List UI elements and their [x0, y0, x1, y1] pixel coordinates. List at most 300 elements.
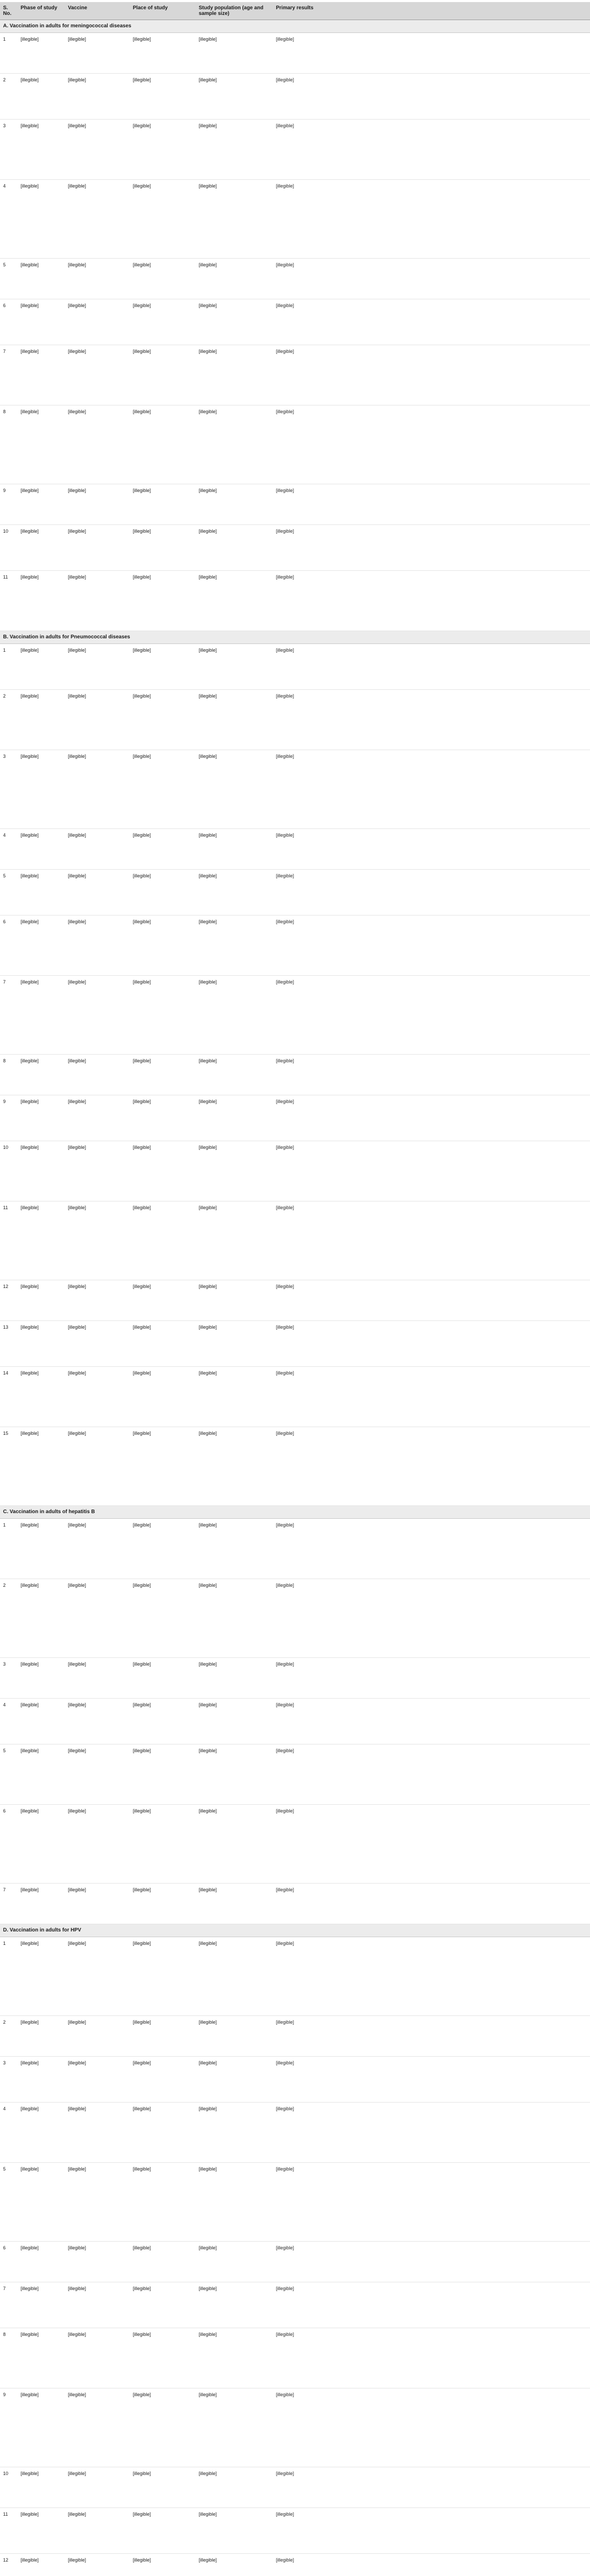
cell-population: [illegible] — [196, 870, 273, 916]
cell-place: [illegible] — [130, 405, 196, 484]
section-title: B. Vaccination in adults for Pneumococcal diseases — [0, 631, 590, 644]
cell-vaccine: [illegible] — [65, 2554, 130, 2576]
cell-no: 10 — [0, 525, 18, 571]
cell-vaccine: [illegible] — [65, 2467, 130, 2508]
cell-phase: [illegible] — [18, 1579, 65, 1658]
cell-results: [illegible] — [273, 571, 590, 631]
cell-place: [illegible] — [130, 1280, 196, 1321]
table-row — [0, 74, 590, 120]
cell-phase: [illegible] — [18, 345, 65, 405]
cell-no: 5 — [0, 870, 18, 916]
cell-results: [illegible] — [273, 1201, 590, 1280]
cell-results: [illegible] — [273, 345, 590, 405]
cell-population: [illegible] — [196, 299, 273, 345]
cell-no: 9 — [0, 2388, 18, 2467]
table-row — [0, 829, 590, 870]
cell-vaccine: [illegible] — [65, 690, 130, 750]
cell-phase: [illegible] — [18, 829, 65, 870]
cell-population: [illegible] — [196, 2508, 273, 2554]
cell-population: [illegible] — [196, 405, 273, 484]
cell-vaccine: [illegible] — [65, 2508, 130, 2554]
cell-population: [illegible] — [196, 33, 273, 74]
cell-population: [illegible] — [196, 345, 273, 405]
cell-population: [illegible] — [196, 2163, 273, 2242]
table-row — [0, 2508, 590, 2554]
table-row — [0, 2163, 590, 2242]
cell-no: 2 — [0, 2016, 18, 2057]
cell-results: [illegible] — [273, 33, 590, 74]
cell-phase: [illegible] — [18, 1280, 65, 1321]
cell-place: [illegible] — [130, 690, 196, 750]
cell-phase: [illegible] — [18, 1367, 65, 1427]
cell-phase: [illegible] — [18, 525, 65, 571]
cell-population: [illegible] — [196, 2467, 273, 2508]
table-row — [0, 976, 590, 1055]
cell-results: [illegible] — [273, 1141, 590, 1201]
table-row — [0, 2467, 590, 2508]
cell-place: [illegible] — [130, 571, 196, 631]
cell-place: [illegible] — [130, 1805, 196, 1884]
table-row — [0, 259, 590, 299]
cell-population: [illegible] — [196, 750, 273, 829]
cell-no: 11 — [0, 1201, 18, 1280]
cell-population: [illegible] — [196, 1579, 273, 1658]
cell-results: [illegible] — [273, 750, 590, 829]
section-row — [0, 1924, 590, 1937]
cell-results: [illegible] — [273, 2057, 590, 2103]
table-row — [0, 2242, 590, 2282]
table-row — [0, 1055, 590, 1095]
cell-no: 12 — [0, 1280, 18, 1321]
cell-results: [illegible] — [273, 829, 590, 870]
section-title: C. Vaccination in adults of hepatitis B — [0, 1506, 590, 1519]
cell-no: 1 — [0, 1937, 18, 2016]
table-row — [0, 525, 590, 571]
cell-population: [illegible] — [196, 2282, 273, 2328]
table-body — [0, 20, 590, 2576]
cell-population: [illegible] — [196, 1141, 273, 1201]
cell-population: [illegible] — [196, 1744, 273, 1805]
cell-no: 8 — [0, 405, 18, 484]
cell-vaccine: [illegible] — [65, 120, 130, 180]
cell-vaccine: [illegible] — [65, 1579, 130, 1658]
cell-no: 3 — [0, 750, 18, 829]
cell-no: 5 — [0, 1744, 18, 1805]
cell-phase: [illegible] — [18, 976, 65, 1055]
cell-results: [illegible] — [273, 1699, 590, 1744]
cell-phase: [illegible] — [18, 1937, 65, 2016]
cell-phase: [illegible] — [18, 1744, 65, 1805]
table-header — [0, 2, 590, 20]
table-row — [0, 2103, 590, 2163]
cell-vaccine: [illegible] — [65, 870, 130, 916]
cell-place: [illegible] — [130, 2242, 196, 2282]
table-row — [0, 1699, 590, 1744]
cell-place: [illegible] — [130, 2282, 196, 2328]
cell-vaccine: [illegible] — [65, 2242, 130, 2282]
cell-no: 5 — [0, 2163, 18, 2242]
cell-vaccine: [illegible] — [65, 405, 130, 484]
cell-vaccine: [illegible] — [65, 1141, 130, 1201]
cell-phase: [illegible] — [18, 120, 65, 180]
cell-vaccine: [illegible] — [65, 1201, 130, 1280]
table-row — [0, 1201, 590, 1280]
cell-phase: [illegible] — [18, 180, 65, 259]
cell-place: [illegible] — [130, 1744, 196, 1805]
cell-population: [illegible] — [196, 976, 273, 1055]
cell-phase: [illegible] — [18, 1805, 65, 1884]
cell-results: [illegible] — [273, 690, 590, 750]
cell-population: [illegible] — [196, 74, 273, 120]
cell-vaccine: [illegible] — [65, 1805, 130, 1884]
cell-place: [illegible] — [130, 2554, 196, 2576]
cell-place: [illegible] — [130, 1055, 196, 1095]
cell-place: [illegible] — [130, 1699, 196, 1744]
cell-phase: [illegible] — [18, 74, 65, 120]
cell-no: 8 — [0, 1055, 18, 1095]
cell-no: 12 — [0, 2554, 18, 2576]
cell-vaccine: [illegible] — [65, 1427, 130, 1506]
cell-phase: [illegible] — [18, 2467, 65, 2508]
cell-phase: [illegible] — [18, 2328, 65, 2388]
col-header-place: Place of study — [130, 2, 196, 20]
cell-phase: [illegible] — [18, 484, 65, 525]
cell-no: 9 — [0, 484, 18, 525]
cell-phase: [illegible] — [18, 2388, 65, 2467]
cell-place: [illegible] — [130, 1519, 196, 1579]
cell-population: [illegible] — [196, 484, 273, 525]
cell-population: [illegible] — [196, 1658, 273, 1699]
cell-place: [illegible] — [130, 1427, 196, 1506]
cell-phase: [illegible] — [18, 1321, 65, 1367]
cell-place: [illegible] — [130, 2103, 196, 2163]
cell-phase: [illegible] — [18, 870, 65, 916]
cell-population: [illegible] — [196, 644, 273, 690]
cell-phase: [illegible] — [18, 1201, 65, 1280]
cell-vaccine: [illegible] — [65, 1519, 130, 1579]
cell-results: [illegible] — [273, 299, 590, 345]
cell-place: [illegible] — [130, 2388, 196, 2467]
cell-results: [illegible] — [273, 2242, 590, 2282]
results-table — [0, 2, 590, 2576]
cell-no: 9 — [0, 1095, 18, 1141]
cell-vaccine: [illegible] — [65, 1367, 130, 1427]
cell-population: [illegible] — [196, 1427, 273, 1506]
cell-results: [illegible] — [273, 120, 590, 180]
cell-population: [illegible] — [196, 1367, 273, 1427]
cell-vaccine: [illegible] — [65, 180, 130, 259]
cell-population: [illegible] — [196, 2388, 273, 2467]
cell-place: [illegible] — [130, 1141, 196, 1201]
cell-results: [illegible] — [273, 525, 590, 571]
table-row — [0, 299, 590, 345]
table-row — [0, 571, 590, 631]
table-row — [0, 1744, 590, 1805]
cell-phase: [illegible] — [18, 2282, 65, 2328]
cell-vaccine: [illegible] — [65, 1937, 130, 2016]
cell-results: [illegible] — [273, 2328, 590, 2388]
table-row — [0, 1321, 590, 1367]
cell-results: [illegible] — [273, 1658, 590, 1699]
cell-vaccine: [illegible] — [65, 345, 130, 405]
cell-vaccine: [illegible] — [65, 299, 130, 345]
cell-phase: [illegible] — [18, 571, 65, 631]
cell-place: [illegible] — [130, 1201, 196, 1280]
table-row — [0, 870, 590, 916]
cell-phase: [illegible] — [18, 644, 65, 690]
cell-vaccine: [illegible] — [65, 1744, 130, 1805]
cell-vaccine: [illegible] — [65, 259, 130, 299]
cell-place: [illegible] — [130, 1095, 196, 1141]
cell-phase: [illegible] — [18, 1141, 65, 1201]
table-row — [0, 345, 590, 405]
table-row — [0, 2328, 590, 2388]
cell-population: [illegible] — [196, 829, 273, 870]
cell-results: [illegible] — [273, 2554, 590, 2576]
table-row — [0, 2388, 590, 2467]
cell-place: [illegible] — [130, 299, 196, 345]
cell-no: 7 — [0, 1884, 18, 1924]
cell-vaccine: [illegible] — [65, 484, 130, 525]
table-row — [0, 484, 590, 525]
cell-population: [illegible] — [196, 690, 273, 750]
cell-place: [illegible] — [130, 2016, 196, 2057]
cell-no: 6 — [0, 916, 18, 976]
cell-phase: [illegible] — [18, 2554, 65, 2576]
cell-place: [illegible] — [130, 1367, 196, 1427]
cell-no: 6 — [0, 2242, 18, 2282]
cell-place: [illegible] — [130, 2057, 196, 2103]
table-row — [0, 1658, 590, 1699]
cell-phase: [illegible] — [18, 299, 65, 345]
cell-results: [illegible] — [273, 484, 590, 525]
cell-vaccine: [illegible] — [65, 750, 130, 829]
cell-vaccine: [illegible] — [65, 1055, 130, 1095]
cell-population: [illegible] — [196, 1095, 273, 1141]
cell-no: 4 — [0, 1699, 18, 1744]
table-row — [0, 33, 590, 74]
cell-place: [illegible] — [130, 916, 196, 976]
cell-phase: [illegible] — [18, 1658, 65, 1699]
cell-phase: [illegible] — [18, 2016, 65, 2057]
cell-population: [illegible] — [196, 1884, 273, 1924]
col-header-no: S. No. — [0, 2, 18, 20]
cell-place: [illegible] — [130, 74, 196, 120]
cell-population: [illegible] — [196, 2242, 273, 2282]
cell-vaccine: [illegible] — [65, 976, 130, 1055]
cell-population: [illegible] — [196, 1280, 273, 1321]
cell-phase: [illegible] — [18, 1519, 65, 1579]
cell-place: [illegible] — [130, 259, 196, 299]
cell-no: 4 — [0, 2103, 18, 2163]
cell-place: [illegible] — [130, 2508, 196, 2554]
cell-place: [illegible] — [130, 1658, 196, 1699]
table-row — [0, 1805, 590, 1884]
cell-results: [illegible] — [273, 1427, 590, 1506]
table-row — [0, 1937, 590, 2016]
cell-no: 7 — [0, 976, 18, 1055]
cell-results: [illegible] — [273, 1579, 590, 1658]
cell-no: 6 — [0, 299, 18, 345]
cell-phase: [illegible] — [18, 259, 65, 299]
cell-results: [illegible] — [273, 1367, 590, 1427]
table-row — [0, 690, 590, 750]
col-header-phase: Phase of study — [18, 2, 65, 20]
col-header-population: Study population (age and sample size) — [196, 2, 273, 20]
cell-vaccine: [illegible] — [65, 1658, 130, 1699]
cell-results: [illegible] — [273, 259, 590, 299]
cell-place: [illegible] — [130, 484, 196, 525]
cell-population: [illegible] — [196, 1321, 273, 1367]
cell-results: [illegible] — [273, 1884, 590, 1924]
cell-results: [illegible] — [273, 2467, 590, 2508]
cell-population: [illegible] — [196, 2016, 273, 2057]
cell-vaccine: [illegible] — [65, 33, 130, 74]
cell-population: [illegible] — [196, 1699, 273, 1744]
cell-no: 2 — [0, 1579, 18, 1658]
cell-vaccine: [illegible] — [65, 2163, 130, 2242]
cell-phase: [illegible] — [18, 1055, 65, 1095]
cell-no: 7 — [0, 345, 18, 405]
section-row — [0, 1506, 590, 1519]
table-row — [0, 2282, 590, 2328]
cell-vaccine: [illegible] — [65, 525, 130, 571]
cell-no: 14 — [0, 1367, 18, 1427]
section-title: D. Vaccination in adults for HPV — [0, 1924, 590, 1937]
cell-place: [illegible] — [130, 644, 196, 690]
cell-no: 1 — [0, 1519, 18, 1579]
cell-place: [illegible] — [130, 1937, 196, 2016]
cell-vaccine: [illegible] — [65, 916, 130, 976]
cell-vaccine: [illegible] — [65, 2388, 130, 2467]
table-row — [0, 644, 590, 690]
cell-place: [illegible] — [130, 2163, 196, 2242]
table-row — [0, 2057, 590, 2103]
cell-vaccine: [illegible] — [65, 2328, 130, 2388]
section-title: A. Vaccination in adults for meningococcal diseases — [0, 20, 590, 33]
cell-no: 3 — [0, 2057, 18, 2103]
cell-population: [illegible] — [196, 571, 273, 631]
cell-vaccine: [illegible] — [65, 2282, 130, 2328]
cell-no: 4 — [0, 180, 18, 259]
cell-place: [illegible] — [130, 1321, 196, 1367]
table-row — [0, 120, 590, 180]
cell-no: 11 — [0, 571, 18, 631]
cell-phase: [illegible] — [18, 2508, 65, 2554]
cell-place: [illegible] — [130, 1579, 196, 1658]
table-row — [0, 1884, 590, 1924]
cell-no: 10 — [0, 2467, 18, 2508]
cell-results: [illegible] — [273, 644, 590, 690]
cell-population: [illegible] — [196, 525, 273, 571]
cell-population: [illegible] — [196, 916, 273, 976]
cell-results: [illegible] — [273, 2103, 590, 2163]
cell-results: [illegible] — [273, 405, 590, 484]
cell-phase: [illegible] — [18, 1884, 65, 1924]
cell-place: [illegible] — [130, 2328, 196, 2388]
table-row — [0, 1280, 590, 1321]
cell-population: [illegible] — [196, 180, 273, 259]
cell-phase: [illegible] — [18, 33, 65, 74]
section-row — [0, 631, 590, 644]
cell-vaccine: [illegible] — [65, 571, 130, 631]
cell-vaccine: [illegible] — [65, 644, 130, 690]
cell-population: [illegible] — [196, 1805, 273, 1884]
cell-results: [illegible] — [273, 1805, 590, 1884]
cell-no: 2 — [0, 74, 18, 120]
cell-results: [illegible] — [273, 1321, 590, 1367]
cell-vaccine: [illegible] — [65, 1280, 130, 1321]
cell-population: [illegible] — [196, 2103, 273, 2163]
cell-vaccine: [illegible] — [65, 2103, 130, 2163]
cell-vaccine: [illegible] — [65, 74, 130, 120]
cell-population: [illegible] — [196, 120, 273, 180]
cell-vaccine: [illegible] — [65, 1884, 130, 1924]
cell-phase: [illegible] — [18, 916, 65, 976]
cell-place: [illegible] — [130, 180, 196, 259]
cell-phase: [illegible] — [18, 690, 65, 750]
table-row — [0, 1367, 590, 1427]
cell-place: [illegible] — [130, 870, 196, 916]
cell-population: [illegible] — [196, 1201, 273, 1280]
cell-phase: [illegible] — [18, 1427, 65, 1506]
cell-no: 3 — [0, 120, 18, 180]
cell-results: [illegible] — [273, 180, 590, 259]
table-row — [0, 2016, 590, 2057]
cell-no: 8 — [0, 2328, 18, 2388]
cell-phase: [illegible] — [18, 2163, 65, 2242]
table-row — [0, 1519, 590, 1579]
cell-results: [illegible] — [273, 1095, 590, 1141]
cell-phase: [illegible] — [18, 2242, 65, 2282]
table-row — [0, 1095, 590, 1141]
cell-population: [illegible] — [196, 1937, 273, 2016]
cell-results: [illegible] — [273, 870, 590, 916]
table-row — [0, 1579, 590, 1658]
section-row — [0, 20, 590, 33]
cell-vaccine: [illegible] — [65, 2057, 130, 2103]
cell-vaccine: [illegible] — [65, 1321, 130, 1367]
cell-population: [illegible] — [196, 259, 273, 299]
cell-phase: [illegible] — [18, 2057, 65, 2103]
cell-place: [illegible] — [130, 525, 196, 571]
table-row — [0, 750, 590, 829]
cell-phase: [illegible] — [18, 1095, 65, 1141]
cell-population: [illegible] — [196, 1055, 273, 1095]
cell-place: [illegible] — [130, 1884, 196, 1924]
cell-population: [illegible] — [196, 2328, 273, 2388]
cell-phase: [illegible] — [18, 405, 65, 484]
cell-phase: [illegible] — [18, 750, 65, 829]
cell-results: [illegible] — [273, 916, 590, 976]
cell-results: [illegible] — [273, 2016, 590, 2057]
table-row — [0, 405, 590, 484]
cell-population: [illegible] — [196, 1519, 273, 1579]
cell-no: 1 — [0, 33, 18, 74]
cell-results: [illegible] — [273, 1744, 590, 1805]
cell-vaccine: [illegible] — [65, 829, 130, 870]
cell-population: [illegible] — [196, 2057, 273, 2103]
col-header-vaccine: Vaccine — [65, 2, 130, 20]
table-row — [0, 1427, 590, 1506]
cell-place: [illegible] — [130, 976, 196, 1055]
cell-no: 15 — [0, 1427, 18, 1506]
cell-results: [illegible] — [273, 1055, 590, 1095]
cell-results: [illegible] — [273, 2388, 590, 2467]
cell-vaccine: [illegible] — [65, 2016, 130, 2057]
col-header-results: Primary results — [273, 2, 590, 20]
cell-results: [illegible] — [273, 1519, 590, 1579]
